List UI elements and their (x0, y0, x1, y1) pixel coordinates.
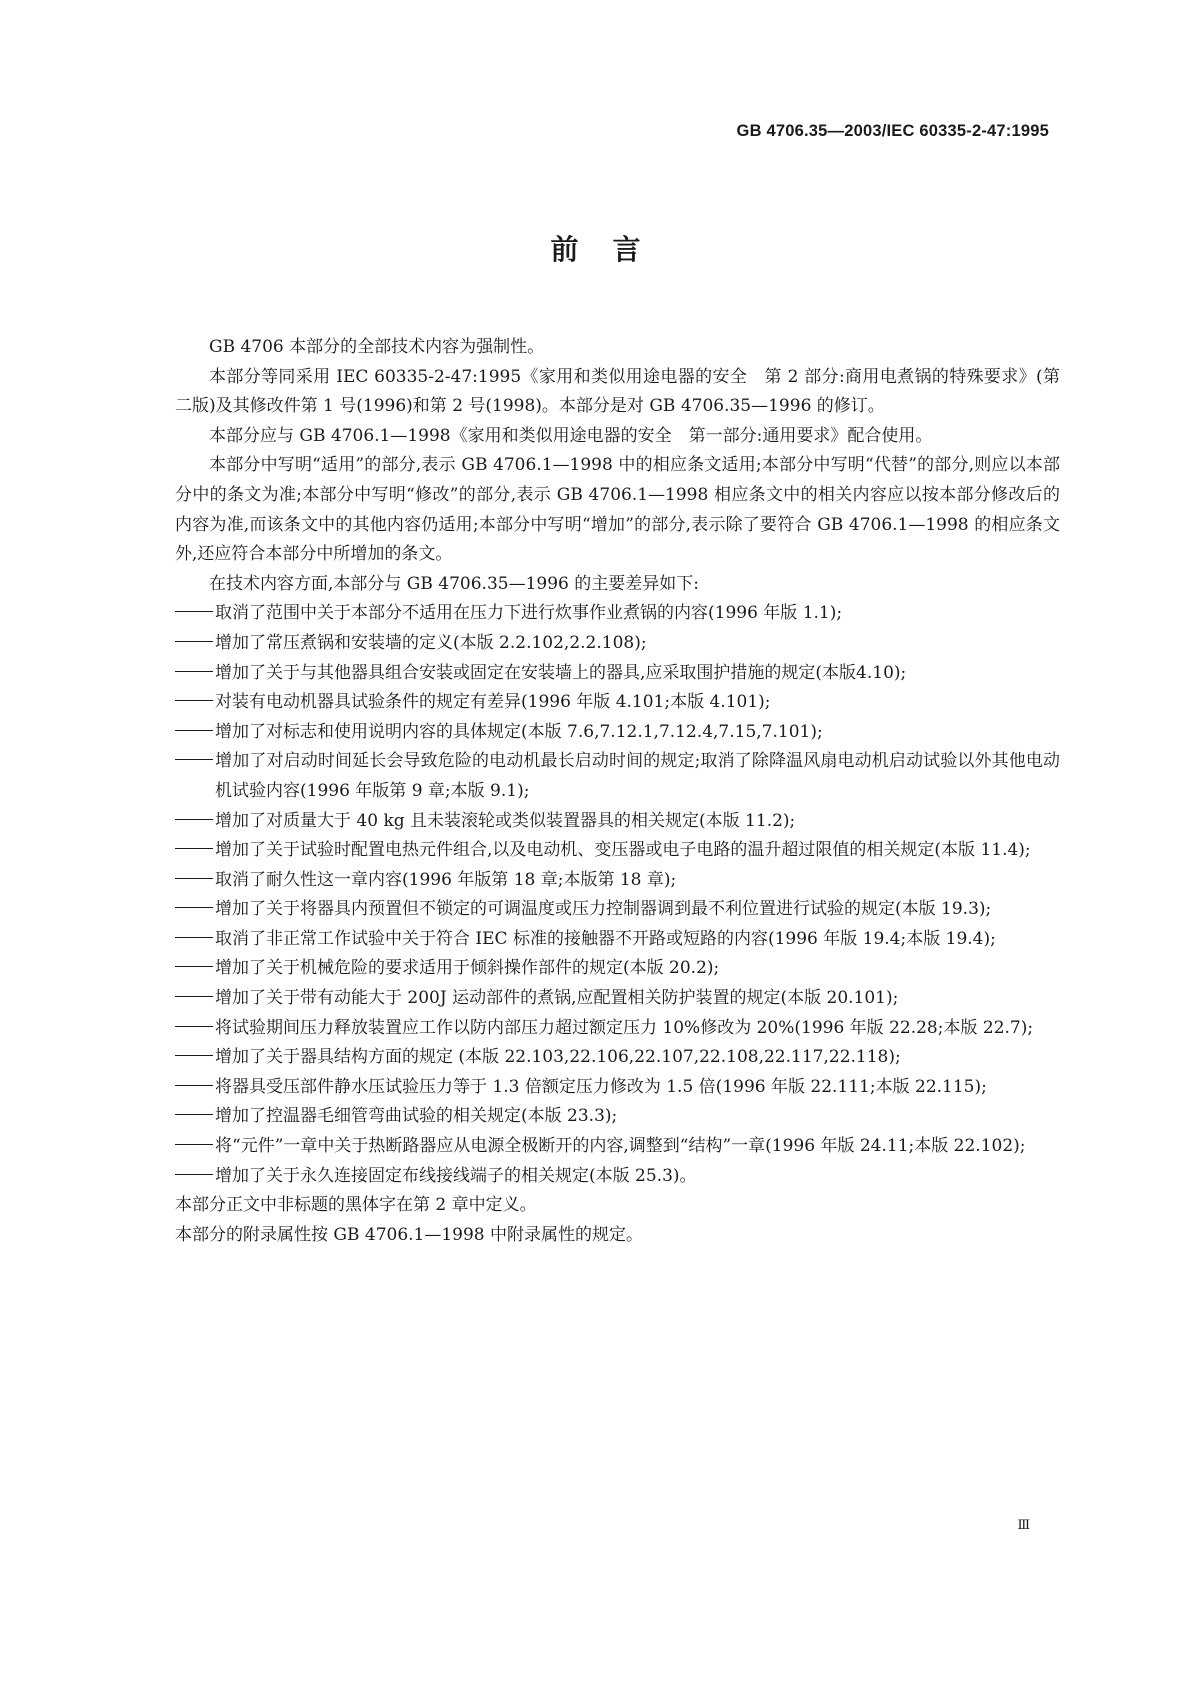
list-item-text: 增加了关于带有动能大于 200J 运动部件的煮锅,应配置相关防护装置的规定(本版 20.101); (215, 988, 899, 1009)
list-item (175, 659, 1060, 689)
list-item (175, 629, 1060, 659)
dash-marker (175, 659, 215, 689)
dash-marker (175, 866, 215, 896)
paragraph-adoption: 本部分等同采用 IEC 60335-2-47:1995《家用和类似用途电器的安全 第 2 部分:商用电煮锅的特殊要求》(第二版)及其修改件第 1 号(1996)和第 2 号(1998)。本部分是对 GB 4706.35—1996 的修订。 (175, 366, 1060, 417)
list-item-text: 增加了控温器毛细管弯曲试验的相关规定(本版 23.3); (215, 1106, 618, 1127)
list-item-text: 取消了范围中关于本部分不适用在压力下进行炊事作业煮锅的内容(1996 年版 1.1); (215, 603, 843, 624)
list-item (175, 807, 1060, 837)
list-item-text: 增加了关于永久连接固定布线接线端子的相关规定(本版 25.3)。 (215, 1165, 697, 1186)
list-item (175, 1102, 1060, 1132)
list-item (175, 747, 1060, 806)
list-item-text: 增加了关于试验时配置电热元件组合,以及电动机、变压器或电子电路的温升超过限值的相关规定(本版 11.4); (215, 840, 1031, 861)
list-item (175, 836, 1060, 866)
list-item (175, 954, 1060, 984)
list-item (175, 925, 1060, 955)
list-item-text: 将器具受压部件静水压试验压力等于 1.3 倍额定压力修改为 1.5 倍(1996 年版 22.111;本版 22.115); (215, 1076, 987, 1097)
dash-marker (175, 1014, 215, 1044)
list-item (175, 1132, 1060, 1162)
list-item (175, 984, 1060, 1014)
list-item-text: 将试验期间压力释放装置应工作以防内部压力超过额定压力 10%修改为 20%(1996 年版 22.28;本版 22.7); (215, 1017, 1034, 1038)
foreword-body (175, 333, 1060, 1250)
dash-marker (175, 895, 215, 925)
dash-marker (175, 1043, 215, 1073)
list-item-text: 增加了对启动时间延长会导致危险的电动机最长启动时间的规定;取消了除降温风扇电动机启动试验以外其他电动机试验内容(1996 年版第 9 章;本版 9.1); (215, 751, 1060, 801)
dash-marker (175, 836, 215, 866)
paragraph-annex: 本部分的附录属性按 GB 4706.1—1998 中附录属性的规定。 (175, 1224, 644, 1245)
list-item (175, 718, 1060, 748)
dash-marker (175, 1132, 215, 1162)
dash-marker (175, 629, 215, 659)
dash-marker (175, 1162, 215, 1192)
list-item (175, 1043, 1060, 1073)
dash-marker (175, 807, 215, 837)
paragraph-differences-intro: 在技术内容方面,本部分与 GB 4706.35—1996 的主要差异如下: (209, 573, 699, 594)
paragraph-usage: 本部分应与 GB 4706.1—1998《家用和类似用途电器的安全 第一部分:通用要求》配合使用。 (209, 425, 933, 446)
dash-marker (175, 954, 215, 984)
standard-code-header: GB 4706.35—2003/IEC 60335-2-47:1995 (736, 122, 1049, 140)
paragraph-mandatory: GB 4706 本部分的全部技术内容为强制性。 (209, 337, 545, 357)
list-item (175, 866, 1060, 896)
dash-marker (175, 688, 215, 718)
dash-marker (175, 1073, 215, 1103)
dash-marker (175, 718, 215, 748)
list-item-text: 对装有电动机器具试验条件的规定有差异(1996 年版 4.101;本版 4.101); (215, 692, 771, 713)
list-item (175, 599, 1060, 629)
list-item (175, 1162, 1060, 1192)
list-item (175, 1014, 1060, 1044)
list-item (175, 1073, 1060, 1103)
dash-marker (175, 984, 215, 1014)
list-item-text: 取消了耐久性这一章内容(1996 年版第 18 章;本版第 18 章); (215, 869, 677, 890)
list-item-text: 取消了非正常工作试验中关于符合 IEC 标准的接触器不开路或短路的内容(1996 年版 19.4;本版 19.4); (215, 928, 996, 949)
list-item-text: 增加了对质量大于 40 kg 且未装滚轮或类似装置器具的相关规定(本版 11.2); (215, 810, 796, 831)
list-item (175, 895, 1060, 925)
list-item-text: 增加了关于机械危险的要求适用于倾斜操作部件的规定(本版 20.2); (215, 958, 720, 979)
page-number: Ⅲ (1017, 1518, 1029, 1533)
dash-marker (175, 747, 215, 777)
list-item-text: 增加了关于与其他器具组合安装或固定在安装墙上的器具,应采取围护措施的规定(本版4.10); (215, 662, 907, 683)
list-item-text: 增加了关于将器具内预置但不锁定的可调温度或压力控制器调到最不利位置进行试验的规定(本版 19.3); (215, 899, 992, 920)
page-title: 前言 (550, 233, 675, 266)
list-item-text: 增加了对标志和使用说明内容的具体规定(本版 7.6,7.12.1,7.12.4,7.15,7.101); (215, 721, 823, 742)
list-item-text: 增加了常压煮锅和安装墙的定义(本版 2.2.102,2.2.108); (215, 632, 647, 653)
list-item (175, 688, 1060, 718)
paragraph-bold-terms: 本部分正文中非标题的黑体字在第 2 章中定义。 (175, 1195, 537, 1216)
list-item-text: 将“元件”一章中关于热断路器应从电源全极断开的内容,调整到“结构”一章(1996 年版 24.11;本版 22.102); (215, 1136, 1026, 1157)
dash-marker (175, 1102, 215, 1132)
paragraph-terms: 本部分中写明“适用”的部分,表示 GB 4706.1—1998 中的相应条文适用;本部分中写明“代替”的部分,则应以本部分中的条文为准;本部分中写明“修改”的部分,表示 GB 4706.1—1998 相应条文中的相关内容应以按本部分修改后的内容为准,而该条文中的其他内容仍适用;本部分中写明“增加”的部分,表示除了要符合 GB 4706.1—1998 的相应条文外,还应符合本部分中所增加的条文。 (175, 455, 1060, 565)
list-item-text: 增加了关于器具结构方面的规定 (本版 22.103,22.106,22.107,22.108,22.117,22.118); (215, 1047, 901, 1068)
dash-marker (175, 925, 215, 955)
dash-marker (175, 599, 215, 629)
